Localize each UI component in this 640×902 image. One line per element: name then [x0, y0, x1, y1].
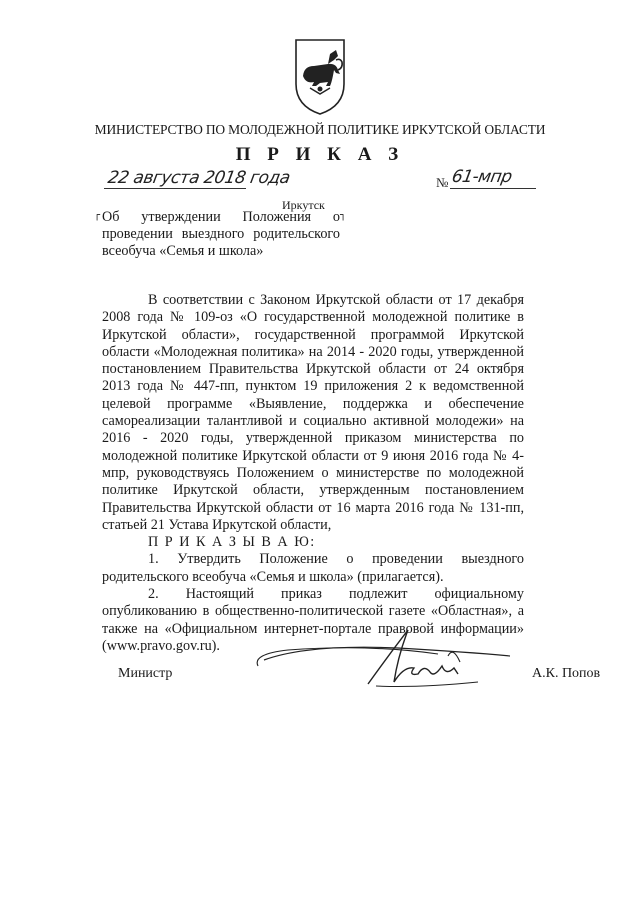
date-underline [104, 188, 246, 189]
subject-bracket-left: ┌ [94, 210, 101, 221]
signatory-name: А.К. Попов [532, 666, 601, 681]
order-item-1: 1. Утвердить Положение о проведении выездного родительского всеобуча «Семья и школа» (прилагается). [102, 551, 524, 585]
order-body [102, 292, 524, 655]
ministry-name: МИНИСТЕРСТВО ПО МОЛОДЕЖНОЙ ПОЛИТИКЕ ИРКУТСКОЙ ОБЛАСТИ [94, 122, 546, 137]
signatory-title: Министр [118, 666, 173, 681]
coat-of-arms-emblem [290, 36, 350, 116]
order-number-prefix: № [436, 175, 449, 190]
order-word: П Р И К А З Ы В А Ю: [148, 534, 316, 551]
preamble-paragraph: В соответствии с Законом Иркутской области от 17 декабря 2008 года № 109-оз «О государственной молодежной политике в Иркутской области», государственной программой Иркутской области «Молодежная политика» на 2014 - 2020 годы, утвержденной постановлением Правительства Иркутской области от 24 октября 2013 года № 447-пп, пунктом 19 приложения 2 к ведомственной целевой программе «Выявление, поддержка и обеспечение самореализации талантливой и социально активной молодежи» на 2016 - 2020 годы, утвержденной приказом министерства по молодежной политике Иркутской области от 9 июня 2016 года № 4-мпр, руководствуясь Положением о министерстве по молодежной политике Иркутской области, утвержденным постановлением Правительства Иркутской области от 16 марта 2016 года № 131-пп, статьей 21 Устава Иркутской области, [102, 292, 524, 533]
order-date-handwritten: 22 августа 2018 года [106, 168, 292, 188]
document-type-title: П Р И К А З [235, 144, 405, 165]
order-number-handwritten: 61-мпр [450, 167, 514, 187]
city-label: Иркутск [282, 198, 325, 212]
handwritten-signature [248, 626, 518, 692]
order-subject: Об утверждении Положения о проведении выездного родительского всеобуча «Семья и школа» [102, 209, 340, 259]
order-item-2: 2. Настоящий приказ подлежит официальному опубликованию в общественно-политической газете «Областная», а также на «Официальном интернет-портале правовой информации» (www.pravo.gov.ru). [102, 586, 524, 654]
subject-bracket-right: ┐ [340, 210, 347, 221]
number-underline [450, 188, 536, 189]
